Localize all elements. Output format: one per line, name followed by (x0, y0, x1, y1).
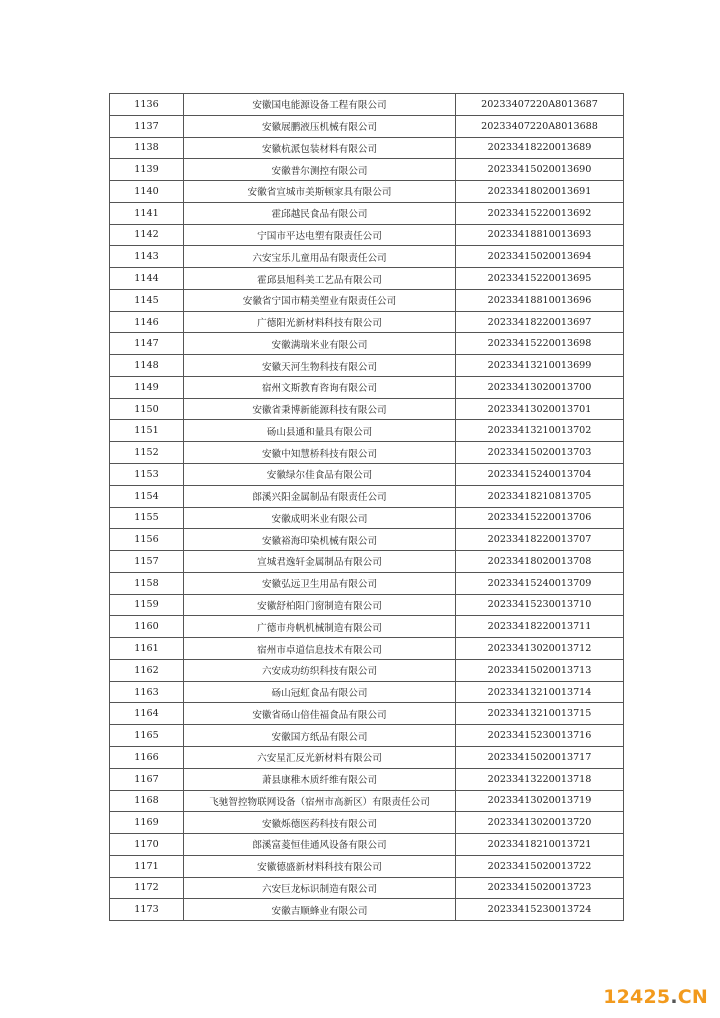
registration-code-cell: 20233415220013692 (456, 202, 624, 224)
registration-code-cell: 20233407220A8013688 (456, 115, 624, 137)
registration-code-cell: 20233415020013703 (456, 442, 624, 464)
row-number-cell: 1162 (110, 659, 184, 681)
table-row (110, 594, 624, 616)
company-name-cell: 安徽国方纸品有限公司 (184, 725, 456, 747)
company-name-cell: 飞驰智控物联网设备（宿州市高新区）有限责任公司 (184, 790, 456, 812)
row-number-cell: 1141 (110, 202, 184, 224)
row-number-cell: 1173 (110, 899, 184, 921)
company-name-cell: 郎溪富菱恒佳通风设备有限公司 (184, 834, 456, 856)
row-number-cell: 1140 (110, 181, 184, 203)
watermark-prefix: 12425 (603, 986, 671, 1008)
row-number-cell: 1150 (110, 398, 184, 420)
table-row (110, 333, 624, 355)
row-number-cell: 1161 (110, 638, 184, 660)
row-number-cell: 1145 (110, 289, 184, 311)
table-row (110, 507, 624, 529)
table-row (110, 398, 624, 420)
company-name-cell: 萧县康稚木质纤维有限公司 (184, 768, 456, 790)
registration-code-cell: 20233418810013693 (456, 224, 624, 246)
table-row (110, 638, 624, 660)
table-row (110, 812, 624, 834)
table-row (110, 834, 624, 856)
table-row (110, 311, 624, 333)
table-row (110, 376, 624, 398)
table-row (110, 725, 624, 747)
row-number-cell: 1144 (110, 268, 184, 290)
registration-code-cell: 20233418020013691 (456, 181, 624, 203)
registration-code-cell: 20233418220013689 (456, 137, 624, 159)
registration-code-cell: 20233415220013706 (456, 507, 624, 529)
registration-code-cell: 20233413210013699 (456, 355, 624, 377)
table-row (110, 246, 624, 268)
row-number-cell: 1168 (110, 790, 184, 812)
table-row (110, 551, 624, 573)
row-number-cell: 1142 (110, 224, 184, 246)
company-name-cell: 霍邱县旭科美工艺品有限公司 (184, 268, 456, 290)
row-number-cell: 1143 (110, 246, 184, 268)
company-name-cell: 砀山冠虹食品有限公司 (184, 681, 456, 703)
registration-code-cell: 20233413210013702 (456, 420, 624, 442)
registration-code-cell: 20233413020013712 (456, 638, 624, 660)
company-name-cell: 安徽绿尔佳食品有限公司 (184, 464, 456, 486)
company-name-cell: 安徽吉顺蜂业有限公司 (184, 899, 456, 921)
row-number-cell: 1138 (110, 137, 184, 159)
company-name-cell: 广德阳光新材料科技有限公司 (184, 311, 456, 333)
company-name-cell: 郎溪兴阳金属制品有限责任公司 (184, 485, 456, 507)
row-number-cell: 1167 (110, 768, 184, 790)
table-row (110, 899, 624, 921)
table-row (110, 746, 624, 768)
company-name-cell: 安徽裕海印染机械有限公司 (184, 529, 456, 551)
registration-code-cell: 20233415230013710 (456, 594, 624, 616)
registration-code-cell: 20233418810013696 (456, 289, 624, 311)
table-row (110, 768, 624, 790)
row-number-cell: 1156 (110, 529, 184, 551)
company-name-cell: 霍邱越民食品有限公司 (184, 202, 456, 224)
registration-code-cell: 20233418210813705 (456, 485, 624, 507)
registration-code-cell: 20233418020013708 (456, 551, 624, 573)
row-number-cell: 1153 (110, 464, 184, 486)
row-number-cell: 1170 (110, 834, 184, 856)
row-number-cell: 1159 (110, 594, 184, 616)
table-row (110, 703, 624, 725)
registration-table (109, 93, 624, 921)
company-name-cell: 安徽省宣城市美斯顿家具有限公司 (184, 181, 456, 203)
company-name-cell: 安徽烁德医药科技有限公司 (184, 812, 456, 834)
company-name-cell: 安徽国电能源设备工程有限公司 (184, 94, 456, 116)
registration-code-cell: 20233413210013715 (456, 703, 624, 725)
table-row (110, 94, 624, 116)
registration-code-cell: 20233413020013700 (456, 376, 624, 398)
registration-code-cell: 20233415240013704 (456, 464, 624, 486)
table-row (110, 355, 624, 377)
registration-code-cell: 20233415220013698 (456, 333, 624, 355)
row-number-cell: 1164 (110, 703, 184, 725)
company-name-cell: 宁国市平达电塑有限责任公司 (184, 224, 456, 246)
registration-code-cell: 20233415020013717 (456, 746, 624, 768)
watermark-dot: . (670, 986, 678, 1008)
row-number-cell: 1172 (110, 877, 184, 899)
company-name-cell: 安徽杭派包装材料有限公司 (184, 137, 456, 159)
row-number-cell: 1155 (110, 507, 184, 529)
company-name-cell: 安徽省宁国市精美塑业有限责任公司 (184, 289, 456, 311)
company-name-cell: 广德市舟帆机械制造有限公司 (184, 616, 456, 638)
table-row (110, 202, 624, 224)
company-name-cell: 宿州市卓道信息技术有限公司 (184, 638, 456, 660)
company-name-cell: 六安星汇反光新材料有限公司 (184, 746, 456, 768)
table-row (110, 485, 624, 507)
table-row (110, 442, 624, 464)
registration-code-cell: 20233413020013720 (456, 812, 624, 834)
row-number-cell: 1148 (110, 355, 184, 377)
row-number-cell: 1158 (110, 572, 184, 594)
registration-code-cell: 20233415230013724 (456, 899, 624, 921)
company-name-cell: 安徽舒柏阳门窗制造有限公司 (184, 594, 456, 616)
registration-code-cell: 20233415020013690 (456, 159, 624, 181)
company-name-cell: 安徽省砀山倍佳福食品有限公司 (184, 703, 456, 725)
registration-code-cell: 20233415230013716 (456, 725, 624, 747)
registration-code-cell: 20233418220013697 (456, 311, 624, 333)
row-number-cell: 1165 (110, 725, 184, 747)
row-number-cell: 1152 (110, 442, 184, 464)
table-row (110, 224, 624, 246)
row-number-cell: 1163 (110, 681, 184, 703)
company-name-cell: 宣城君逸轩金属制品有限公司 (184, 551, 456, 573)
company-name-cell: 安徽弘远卫生用品有限公司 (184, 572, 456, 594)
table-row (110, 681, 624, 703)
table-row (110, 616, 624, 638)
row-number-cell: 1151 (110, 420, 184, 442)
table-row (110, 659, 624, 681)
registration-code-cell: 20233415020013713 (456, 659, 624, 681)
company-name-cell: 安徽中知慧桥科技有限公司 (184, 442, 456, 464)
registration-code-cell: 20233418220013707 (456, 529, 624, 551)
watermark-suffix: CN (677, 986, 708, 1008)
row-number-cell: 1137 (110, 115, 184, 137)
site-watermark (603, 986, 708, 1008)
company-name-cell: 安徽天河生物科技有限公司 (184, 355, 456, 377)
registration-code-cell: 20233418220013711 (456, 616, 624, 638)
table-row (110, 529, 624, 551)
row-number-cell: 1171 (110, 855, 184, 877)
registration-code-cell: 20233415220013695 (456, 268, 624, 290)
row-number-cell: 1160 (110, 616, 184, 638)
registration-code-cell: 20233415020013694 (456, 246, 624, 268)
company-name-cell: 安徽展鹏液压机械有限公司 (184, 115, 456, 137)
row-number-cell: 1166 (110, 746, 184, 768)
table-row (110, 877, 624, 899)
registration-code-cell: 20233407220A8013687 (456, 94, 624, 116)
table-row (110, 572, 624, 594)
table-row (110, 137, 624, 159)
row-number-cell: 1147 (110, 333, 184, 355)
registration-code-cell: 20233413220013718 (456, 768, 624, 790)
company-name-cell: 六安巨龙标识制造有限公司 (184, 877, 456, 899)
company-name-cell: 六安成功纺织科技有限公司 (184, 659, 456, 681)
registration-code-cell: 20233413020013719 (456, 790, 624, 812)
table-row (110, 181, 624, 203)
registration-code-cell: 20233415020013722 (456, 855, 624, 877)
company-name-cell: 六安宝乐儿童用品有限责任公司 (184, 246, 456, 268)
table-row (110, 268, 624, 290)
table-row (110, 289, 624, 311)
registration-code-cell: 20233413020013701 (456, 398, 624, 420)
table-row (110, 855, 624, 877)
row-number-cell: 1154 (110, 485, 184, 507)
table-row (110, 790, 624, 812)
row-number-cell: 1136 (110, 94, 184, 116)
table-body (110, 94, 624, 921)
row-number-cell: 1157 (110, 551, 184, 573)
company-name-cell: 安徽省秉博新能源科技有限公司 (184, 398, 456, 420)
table-row (110, 464, 624, 486)
company-name-cell: 安徽普尔测控有限公司 (184, 159, 456, 181)
row-number-cell: 1169 (110, 812, 184, 834)
table-row (110, 420, 624, 442)
row-number-cell: 1146 (110, 311, 184, 333)
registration-code-cell: 20233413210013714 (456, 681, 624, 703)
row-number-cell: 1149 (110, 376, 184, 398)
registration-code-cell: 20233415020013723 (456, 877, 624, 899)
table-row (110, 159, 624, 181)
row-number-cell: 1139 (110, 159, 184, 181)
registration-code-cell: 20233415240013709 (456, 572, 624, 594)
company-name-cell: 砀山县通和量具有限公司 (184, 420, 456, 442)
company-name-cell: 安徽德盛新材料科技有限公司 (184, 855, 456, 877)
table-row (110, 115, 624, 137)
company-name-cell: 安徽成明米业有限公司 (184, 507, 456, 529)
registration-code-cell: 20233418210013721 (456, 834, 624, 856)
company-name-cell: 宿州文斯教育咨询有限公司 (184, 376, 456, 398)
company-name-cell: 安徽满瑞米业有限公司 (184, 333, 456, 355)
